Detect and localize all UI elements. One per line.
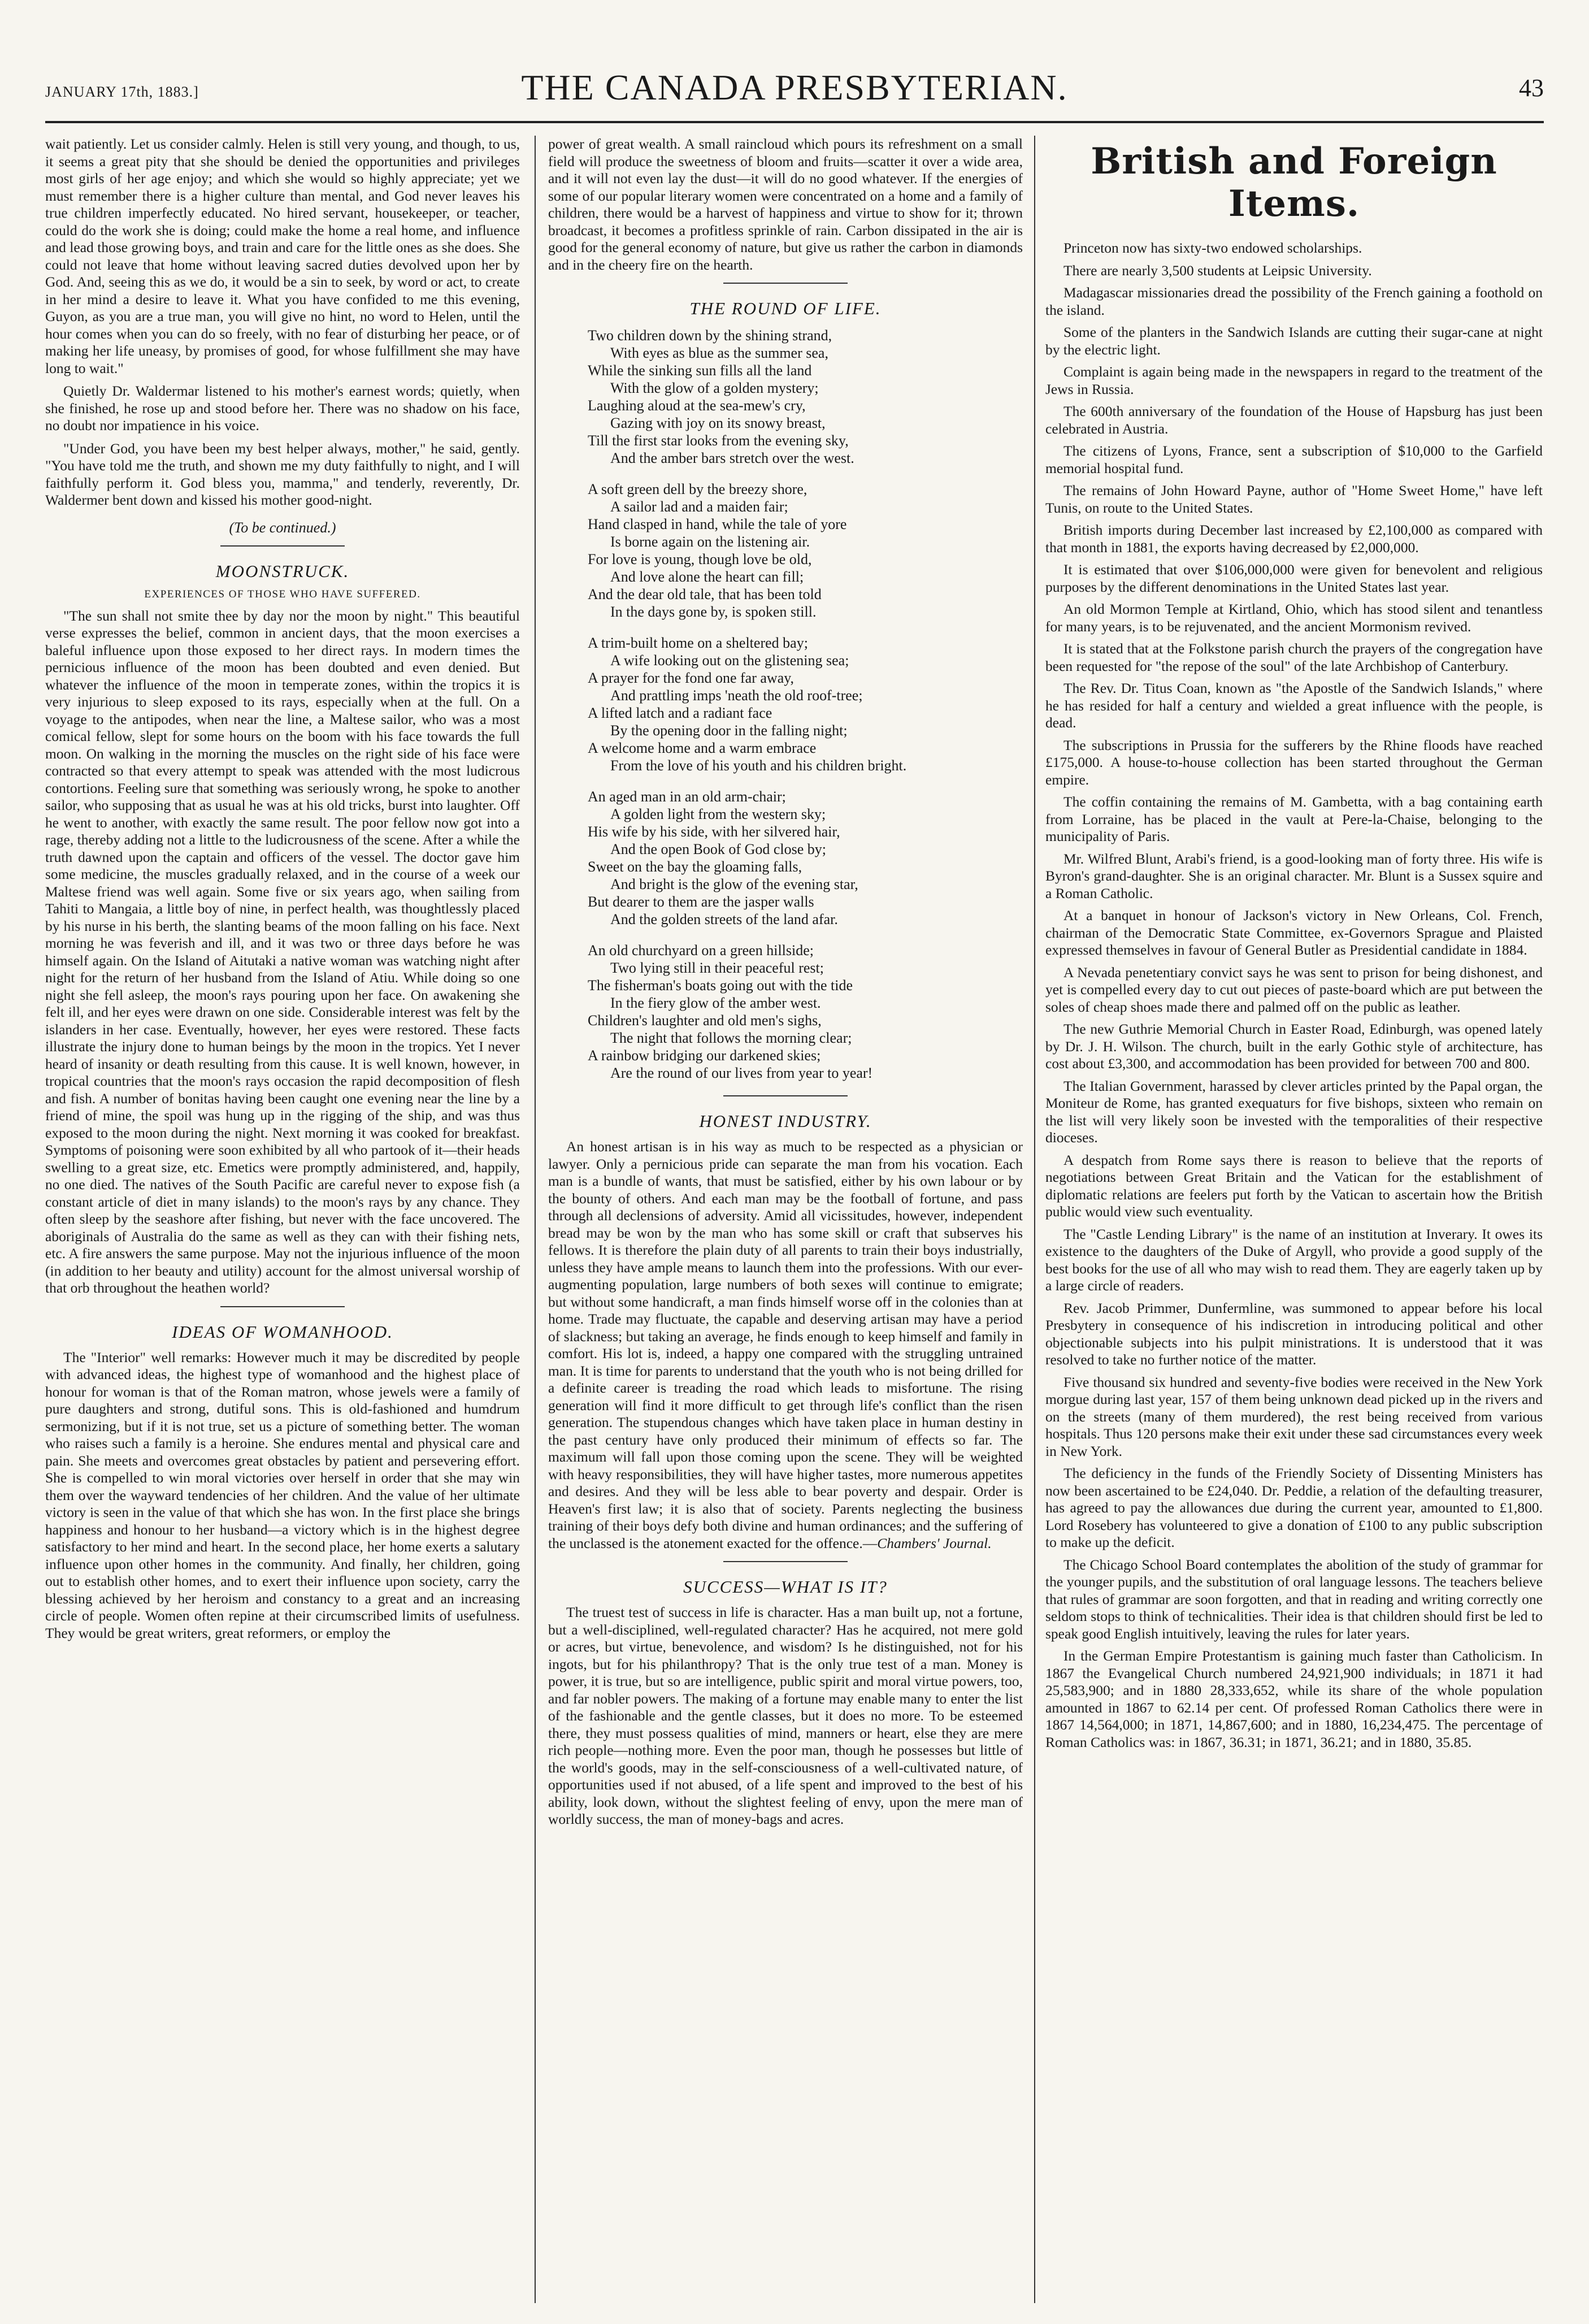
poem-line: Hand clasped in hand, while the tale of yore — [588, 516, 847, 532]
poem-line: Sweet on the bay the gloaming falls, — [588, 859, 802, 875]
poem-line: Two children down by the shining strand, — [588, 327, 832, 344]
news-item: Princeton now has sixty-two endowed scholarships. — [1063, 240, 1362, 256]
poem-stanza — [588, 480, 1023, 621]
poem-line: A prayer for the fond one far away, — [588, 670, 794, 686]
news-item: At a banquet in honour of Jackson's victory in New Orleans, Col. French, chairman of the Democratic State Committee, ex-Governors Sprague and Plaisted expressed themselves in favour of General Butler as Presidential candidate in 1884. — [1045, 907, 1543, 958]
poem-line: With eyes as blue as the summer sea, — [610, 345, 828, 361]
section-rule — [723, 1561, 848, 1562]
poem-line: Is borne again on the listening air. — [610, 534, 810, 550]
news-item: In the German Empire Protestantism is gaining much faster than Catholicism. In 1867 the Evangelical Church numbered 24,921,900 individuals; in 1871 it had 25,583,900; and in 1880 28,333,652, while its share of the whole population amounted in 1867 to 62.14 per cent. Of professed Roman Catholics there were in 1867 14,564,000; in 1871, 14,867,600; and in 1880, 16,234,475. The percentage of Roman Catholics was: in 1867, 36.31; in 1871, 36.21; and in 1880, 35.85. — [1045, 1647, 1543, 1750]
poem-line: And the dear old tale, that has been told — [588, 586, 822, 602]
news-item: The "Castle Lending Library" is the name of an institution at Inverary. It owes its existence to the daughters of the Duke of Argyll, who provide a good supply of the best books for the use of all who may wish to read them. They are eagerly taken up by a large circle of readers. — [1045, 1225, 1543, 1294]
poem-line: And the open Book of God close by; — [610, 841, 827, 857]
poem-line: While the sinking sun fills all the land — [588, 362, 812, 379]
poem-stanza — [588, 634, 1023, 774]
poem-line: Gazing with joy on its snowy breast, — [610, 415, 826, 431]
paragraph: "Under God, you have been my best helper always, mother," he said, gently. "You have told me the truth, and shown me my duty faithfully to night, and I will faithfully perform it. God bless you, mamma," and tenderly, reverently, Dr. Waldermer bent down and kissed his mother good-night. — [45, 440, 520, 508]
page-header — [45, 67, 1544, 112]
to-be-continued: (To be continued.) — [229, 519, 336, 536]
news-item: The subscriptions in Prussia for the sufferers by the Rhine floods have reached £175,000. A house-to-house collection has been started throughout the German empire. — [1045, 736, 1543, 788]
section-title-honest-industry: HONEST INDUSTRY. — [699, 1111, 872, 1131]
column-divider — [535, 136, 536, 2303]
poem-stanza — [588, 327, 1023, 467]
poem-line: And the golden streets of the land afar. — [610, 911, 838, 927]
poem-stanza — [588, 788, 1023, 928]
news-items-list — [1045, 240, 1543, 1751]
poem-line: And bright is the glow of the evening star, — [610, 876, 858, 892]
poem-line: The night that follows the morning clear; — [610, 1030, 852, 1046]
news-item: British imports during December last increased by £2,100,000 as compared with that month in 1881, the exports having decreased by £2,000,000. — [1045, 522, 1543, 556]
news-item: Five thousand six hundred and seventy-five bodies were received in the New York morgue during last year, 157 of them being unknown dead picked up in the rivers and on the streets (many of them murdered), the rest being received from various hospitals. Thus 120 persons make their exit under these sad circumstances every week in New York. — [1045, 1373, 1543, 1459]
news-item: The citizens of Lyons, France, sent a subscription of $10,000 to the Garfield memorial hospital fund. — [1045, 443, 1543, 476]
column-2 — [548, 136, 1023, 2303]
poem-line: In the days gone by, is spoken still. — [610, 604, 817, 620]
news-item: It is estimated that over $106,000,000 were given for benevolent and religious purposes by the different denominations in the United States last year. — [1045, 561, 1543, 595]
poem-line: A wife looking out on the glistening sea; — [610, 652, 849, 669]
masthead-title: THE CANADA PRESBYTERIAN. — [521, 67, 1068, 107]
poem-line: From the love of his youth and his children bright. — [610, 757, 907, 774]
section-title-womanhood: IDEAS OF WOMANHOOD. — [172, 1321, 393, 1342]
paragraph: power of great wealth. A small raincloud which pours its refreshment on a small field will produce the sweetness of bloom and fruits—scatter it over a wide area, and it will not even lay the dust—it will do no good whatever. If the energies of some of our popular literary women were concentrated on a home and a family of children, there would be a harvest of happiness and virtue to show for it; thrown broadcast, it becomes a profitless sprinkle of rain. Carbon dissipated in the air is good for the general economy of nature, but give us rather the carbon in diamonds and in the cheery fire on the hearth. — [548, 136, 1023, 273]
news-item: A Nevada penetentiary convict says he was sent to prison for being dishonest, and yet is compelled every day to cut out pieces of paste-board which are put between the soles of cheap shoes made there and palmed off on the public as leather. — [1045, 964, 1543, 1015]
news-item: The new Guthrie Memorial Church in Easter Road, Edinburgh, was opened lately by Dr. J. H. Wilson. The church, built in the early Gothic style of architecture, has cost about £3,300, and accommodation has been provided for between 700 and 800. — [1045, 1021, 1543, 1072]
issue-date: JANUARY 17th, 1883.] — [45, 84, 199, 100]
paragraph: The "Interior" well remarks: However much it may be discredited by people with advanced ideas, the highest type of womanhood and the highest place of honour for woman is that of the Roman matron, whose jewels were a family of pure daughters and strong, dutiful sons. This is old-fashioned and humdrum sermonizing, but if it is not true, set us a picture of something better. The woman who raises such a family is a heroine. She endures mental and physical care and pain. She meets and overcomes great obstacles by patient and persevering effort. She is compelled to win moral victories over herself in order that she may win them over the wayward tendencies of her children. And the value of her ultimate victory is seen in the value of that which she has won. In the first place she brings happiness and honour to her husband—a victory which is in the highest degree satisfactory to her mind and heart. In the second place, her home exerts a salutary influence upon other homes in the community. And finally, her children, going out to establish other homes, and to exert their influence upon society, carry the blessing achieved by her heroism and constancy to a great and an increasing circle of people. Women often repine at their circumscribed limits of usefulness. They would be great writers, great reformers, or employ the — [45, 1349, 520, 1641]
news-item: Complaint is again being made in the newspapers in regard to the treatment of the Jews in Russia. — [1045, 363, 1543, 397]
poem-line: A lifted latch and a radiant face — [588, 705, 772, 721]
poem-line: A sailor lad and a maiden fair; — [610, 498, 788, 515]
poem — [588, 327, 1023, 1082]
column-divider — [1034, 136, 1035, 2303]
news-item: The remains of John Howard Payne, author of "Home Sweet Home," have left Tunis, on route to the United States. — [1045, 482, 1543, 516]
news-item: There are nearly 3,500 students at Leipsic University. — [1063, 262, 1372, 279]
section-rule — [723, 1095, 848, 1096]
poem-line: A trim-built home on a sheltered bay; — [588, 635, 808, 651]
poem-line: Are the round of our lives from year to year! — [610, 1065, 873, 1081]
news-item: A despatch from Rome says there is reason to believe that the reports of negotiations between Great Britain and the Vatican for the establishment of diplomatic relations are feelers put forth by the Vatican to ascertain how the British public would view such eventuality. — [1045, 1151, 1543, 1220]
poem-line: By the opening door in the falling night; — [610, 722, 848, 739]
news-item: Some of the planters in the Sandwich Islands are cutting their sugar-cane at night by the electric light. — [1045, 324, 1543, 358]
poem-line: The fisherman's boats going out with the tide — [588, 977, 853, 994]
paragraph-text: An honest artisan is in his way as much to be respected as a physician or lawyer. Only a pernicious pride can separate the man from his vocation. Each man is a bundle of wants, that must be satisfied, either by his own labour or by the bounty of others. And each man may be the football of fortune, and pass through all declensions of adversity. Amid all vicissitudes, however, independent bread may be won by the man who has some skill or craft that subserves his fellows. It is therefore the plain duty of all parents to train their boys industrially, unless they have ample means to launch them into the professions. With our ever-augmenting population, large numbers of both sexes will continue to emigrate; but without some handicraft, a man finds himself worse off in the colonies than at home. Trade may fluctuate, the capable and deserving artisan may have a period of slackness; but taking an average, he finds enough to keep himself and family in comfort. His lot is, indeed, a happy one compared with the struggling untrained man. It is time for parents to understand that the youth who is not being drilled for a definite career is treading the road which leads to misfortune. The rising generation will find it more difficult to get through life's conflict than the risen generation. The stupendous changes which have taken place in human destiny in the past century have only produced their minimum of effects so far. The maximum will fall upon those coming upon the scene. They will be weighted with heavy responsibilities, they will have higher tastes, more numerous appetites and desires. And they will be less able to bear poverty and despair. Order is Heaven's first law; it is also that of society. Parents neglecting the business training of their boys defy both divine and human ordinances; and the suffering of the unclassed is the atonement exacted for the offence.— — [548, 1138, 1023, 1551]
news-item: The Italian Government, harassed by clever articles printed by the Papal organ, the Moniteur de Rome, has granted exequaturs for five bishops, sixteen who remain on the list will very likely soon be invested with the temporalities of their respective dioceses. — [1045, 1077, 1543, 1146]
poem-line: In the fiery glow of the amber west. — [610, 995, 821, 1011]
poem-line: But dearer to them are the jasper walls — [588, 894, 814, 910]
news-item: The deficiency in the funds of the Friendly Society of Dissenting Ministers has now been ascertained to be £24,040. Dr. Peddie, a relation of the defaulting treasurer, has agreed to pay the allowances due during the current year, amounted to £1,800. Lord Rosebery has volunteered to give a donation of £100 to any public subscription to make up the deficit. — [1045, 1465, 1543, 1550]
poem-stanza — [588, 942, 1023, 1082]
poem-line: And prattling imps 'neath the old roof-tree; — [610, 687, 863, 704]
poem-line: Till the first star looks from the evening sky, — [588, 432, 849, 449]
paragraph: "The sun shall not smite thee by day nor the moon by night." This beautiful verse expresses the belief, common in ancient days, that the moon exercises a baleful influence upon those exposed to her direct rays. In modern times the pernicious influence of the moon has been doubted and even denied. But whatever the influence of the moon in temperate zones, within the tropics it is very injurious to sleep exposed to its rays, especially when at the full. On a voyage to the antipodes, when near the line, a Maltese sailor, who was a most comical fellow, slept for some hours on the boom with his face towards the full moon. On walking in the morning the muscles on the right side of his face were contracted so that every attempt to speak was attended with the most ludicrous contortions. Feeling sure that something was seriously wrong, he spoke to another sailor, who supposing that as usual he was at his old tricks, burst into laughter. Off he went to another, with exactly the same result. The poor fellow now got into a rage, thereby adding not a little to the ludicrousness of the scene. After a while the truth dawned upon the captain and officers of the vessel. The doctor gave him some medicine, the muscles gradually relaxed, and in the course of a week our Maltese friend was well again. Some five or six years ago, when sailing from Tahiti to Mangaia, a little boy of nine, in perfect health, was thoughtlessly placed by his nurse in his berth, the slanting beams of the moon falling on his face. Next morning he was feverish and ill, and it was two or three days before he was himself again. On the Island of Aitutaki a native woman was watching night after night for the return of her husband from the Island of Atiu. While doing so one night she fell asleep, the moon's rays pouring upon her face. On awakening she felt ill, and her eyes were drawn on one side. Considerable interest was felt by the islanders in her case. Eventually, however, her eyes were restored. These facts illustrate the injury done to human beings by the moon in the tropics. Yet I never heard of insanity or death resulting from this cause. It is well known, however, in tropical countries that the moon's rays occasion the rapid decomposition of flesh and fish. A number of bonitas having been caught one evening near the line by a friend of mine, the spoil was hung up in the rigging of the ship, and was thus exposed to the moon during the night. Next morning it was cooked for breakfast. Symptoms of poisoning were soon exhibited by all who partook of it—their heads swelling to a great size, etc. Emetics were promptly administered, and, happily, no one died. The natives of the South Pacific are careful never to expose fish (a constant article of diet in many islands) to the moon's rays by any chance. They often sleep by the seashore after fishing, but never with the face uncovered. The aboriginals of Australia do the same as well as they can with their fishing nets, etc. A fire answers the same purpose. May not the injurious influence of the moon (in addition to her beauty and utility) account for the almost universal worship of that orb throughout the heathen world? — [45, 607, 520, 1296]
poem-line: And the amber bars stretch over the west. — [610, 450, 854, 466]
paragraph — [548, 1138, 1023, 1552]
poem-line: His wife by his side, with her silvered hair, — [588, 823, 840, 840]
poem-line: A rainbow bridging our darkened skies; — [588, 1047, 821, 1064]
poem-line: Children's laughter and old men's sighs, — [588, 1012, 822, 1029]
news-item: Madagascar missionaries dread the possibility of the French gaining a foothold on the island. — [1045, 284, 1543, 318]
news-item: The Rev. Dr. Titus Coan, known as "the Apostle of the Sandwich Islands," where he has resided for half a century and wielded a great influence with the people, is dead. — [1045, 680, 1543, 731]
poem-line: Two lying still in their peaceful rest; — [610, 960, 824, 976]
column-1 — [45, 136, 520, 2303]
poem-line: A golden light from the western sky; — [610, 806, 826, 822]
news-item: The 600th anniversary of the foundation of the House of Hapsburg has just been celebrated in Austria. — [1045, 403, 1543, 437]
header-rule — [45, 121, 1544, 123]
section-title-moonstruck: MOONSTRUCK. — [215, 561, 350, 581]
paragraph: wait patiently. Let us consider calmly. Helen is still very young, and though, to us, it seems a great pity that she should be denied the opportunities and privileges most girls of her age enjoy; and which she would so highly appreciate; yet we must remember there is a higher culture than mental, and God never leaves his true children imperfectly educated. No hired servant, housekeeper, or teacher, could do the work she is doing; could make the home a real home, and influence and lead those growing boys, and train and care for the little ones as she does. She could not leave that home without leaving sacred duties devolved upon her by God. And, seeing this as we do, it would be a sin to seek, by word or act, to create in her mind a desire to leave it. What you have confided to me this evening, Guyon, as you are a true man, you will give no hint, no word to Helen, until the hour comes when you can do so freely, with no fear of disturbing her peace, or of making her life uneasy, by promises of good, for whose fulfillment she may have long to wait." — [45, 136, 520, 376]
poem-line: An aged man in an old arm-chair; — [588, 788, 786, 805]
poem-line: And love alone the heart can fill; — [610, 569, 804, 585]
news-item: An old Mormon Temple at Kirtland, Ohio, which has stood silent and tenantless for many years, is to be rejuvenated, and the ancient Mormonism revived. — [1045, 601, 1543, 635]
paragraph: The truest test of success in life is character. Has a man built up, not a fortune, but a well-disciplined, well-regulated character? Has he acquired, not mere gold or acres, but virtue, benevolence, and wisdom? Is he distinguished, not for his ingots, but for his philanthropy? That is the only true test of a man. Money is power, it is true, but so are intelligence, public spirit and moral virtue powers, too, and far nobler powers. The making of a fortune may enable many to enter the list of the fashionable and the gentle classes, but it does no more. To be esteemed there, they must possess qualities of mind, manners or heart, else they are mere rich people—nothing more. Even the poor man, though he possesses but little of the world's goods, may in the self-consciousness of a well-cultivated nature, of opportunities used if not abused, of a life spent and improved to the best of his ability, look down, without the slightest feeling of envy, upon the mere man of worldly success, the man of money-bags and acres. — [548, 1604, 1023, 1827]
section-subtitle: EXPERIENCES OF THOSE WHO HAVE SUFFERED. — [144, 588, 421, 600]
poem-line: A welcome home and a warm embrace — [588, 740, 817, 756]
section-title-round-of-life: THE ROUND OF LIFE. — [689, 298, 882, 318]
section-title-british-foreign-items: British and Foreign Items. — [1091, 140, 1497, 225]
news-item: It is stated that at the Folkstone parish church the prayers of the congregation have been requested for "the repose of the soul" of the late Archbishop of Canterbury. — [1045, 640, 1543, 674]
poem-line: With the glow of a golden mystery; — [610, 380, 819, 396]
poem-line: For love is young, though love be old, — [588, 551, 812, 567]
poem-line: A soft green dell by the breezy shore, — [588, 481, 807, 497]
source-attribution: Chambers' Journal. — [877, 1534, 992, 1551]
news-item: Mr. Wilfred Blunt, Arabi's friend, is a good-looking man of forty three. His wife is Byron's grand-daughter. She is an original character. Mr. Blunt is a Sussex squire and a Roman Catholic. — [1045, 850, 1543, 901]
column-3 — [1045, 136, 1543, 2303]
page-number: 43 — [1519, 74, 1544, 102]
section-rule — [220, 1306, 345, 1307]
poem-line: Laughing aloud at the sea-mew's cry, — [588, 397, 806, 414]
news-item: Rev. Jacob Primmer, Dunfermline, was summoned to appear before his local Presbytery in consequence of his indiscretion in introducing political and other objectionable subjects into his pulpit ministrations. It is understood that it was resolved to take no further notice of the matter. — [1045, 1299, 1543, 1368]
section-title-success: SUCCESS—WHAT IS IT? — [683, 1577, 888, 1597]
section-rule — [220, 545, 345, 547]
section-rule — [723, 283, 848, 284]
news-item: The Chicago School Board contemplates the abolition of the study of grammar for the younger pupils, and the substitution of oral language lessons. The teachers believe that rules of grammar are soon forgotten, and that in reading and writing correctly one seldom stops to think of technicalities. Their idea is that children should first be led to speak good English intuitively, leaving the rules for later years. — [1045, 1556, 1543, 1642]
poem-line: An old churchyard on a green hillside; — [588, 942, 814, 959]
news-item: The coffin containing the remains of M. Gambetta, with a bag containing earth from Lorraine, has be placed in the vault at Pere-la-Chaise, belonging to the municipality of Paris. — [1045, 794, 1543, 844]
paragraph: Quietly Dr. Waldermar listened to his mother's earnest words; quietly, when she finished, he rose up and stood before her. There was no shadow on his face, no doubt nor impatience in his voice. — [45, 383, 520, 433]
